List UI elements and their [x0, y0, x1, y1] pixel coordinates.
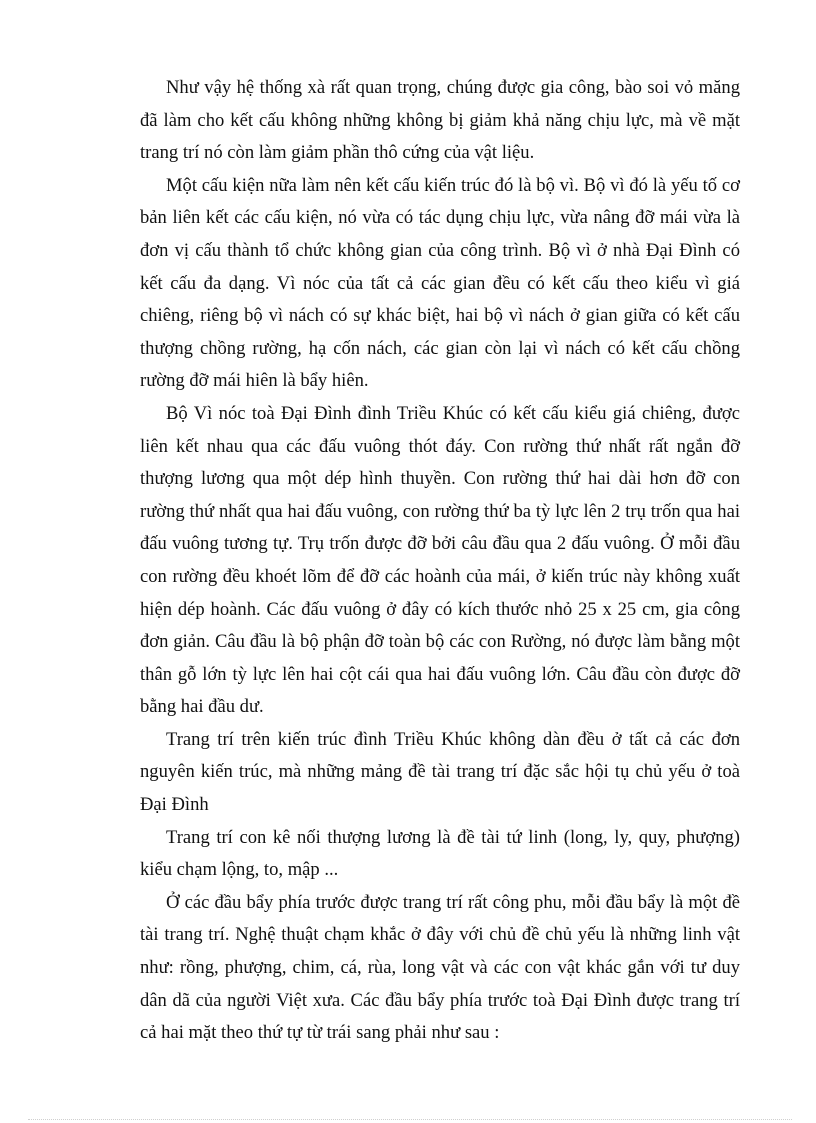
- body-text: [140, 72, 740, 1050]
- paragraph-roof-truss: Bộ Vì nóc toà Đại Đình đình Triều Khúc có kết cấu kiểu giá chiêng, được liên kết nhau qua các đấu vuông thót đáy. Con rường thứ nhất rất ngắn đỡ thượng lương qua một dép hình thuyền. Con rường thứ hai dài hơn đỡ con rường thứ nhất qua hai đấu vuông, con rường thứ ba tỳ lực lên 2 trụ trốn qua hai đấu vuông tương tự. Trụ trốn được đỡ bởi câu đầu qua 2 đấu vuông. Ở mỗi đầu con rường đều khoét lõm để đỡ các hoành của mái, ở kiến trúc này không xuất hiện dép hoành. Các đấu vuông ở đây có kích thước nhỏ 25 x 25 cm, gia công đơn giản. Câu đầu là bộ phận đỡ toàn bộ các con Rường, nó được làm bằng một thân gỗ lớn tỳ lực lên hai cột cái qua hai đấu vuông lớn. Câu đầu còn được đỡ bằng hai đầu dư.: [140, 402, 740, 718]
- paragraph-ridge-support: Trang trí con kê nối thượng lương là đề tài tứ linh (long, ly, quy, phượng) kiểu chạm lộng, to, mập ...: [140, 826, 740, 881]
- page-bottom-rule: [28, 1119, 792, 1120]
- paragraph-trusses: Một cấu kiện nữa làm nên kết cấu kiến trúc đó là bộ vì. Bộ vì đó là yếu tố cơ bản liên kết các cấu kiện, nó vừa có tác dụng chịu lực, vừa nâng đỡ mái vừa là đơn vị cấu thành tổ chức không gian của công trình. Bộ vì ở nhà Đại Đình có kết cấu đa dạng. Vì nóc của tất cả các gian đều có kết cấu theo kiểu vì giá chiêng, riêng bộ vì nách có sự khác biệt, hai bộ vì nách ở gian giữa có kết cấu thượng chồng rường, hạ cốn nách, các gian còn lại vì nách có kết cấu chồng rường đỡ mái hiên là bẩy hiên.: [140, 174, 740, 392]
- paragraph-brackets: Ở các đầu bẩy phía trước được trang trí rất công phu, mỗi đầu bẩy là một đề tài trang trí. Nghệ thuật chạm khắc ở đây với chủ đề chủ yếu là những linh vật như: rồng, phượng, chim, cá, rùa, long vật và các con vật khác gắn với tư duy dân dã của người Việt xưa. Các đầu bẩy phía trước toà Đại Đình được trang trí cả hai mặt theo thứ tự từ trái sang phải như sau :: [140, 891, 740, 1044]
- paragraph-decoration: Trang trí trên kiến trúc đình Triều Khúc không dàn đều ở tất cả các đơn nguyên kiến trúc, mà những mảng đề tài trang trí đặc sắc hội tụ chủ yếu ở toà Đại Đình: [140, 728, 740, 816]
- paragraph-beams: Như vậy hệ thống xà rất quan trọng, chúng được gia công, bào soi vỏ măng đã làm cho kết cấu không những không bị giảm khả năng chịu lực, mà về mặt trang trí nó còn làm giảm phần thô cứng của vật liệu.: [140, 77, 740, 164]
